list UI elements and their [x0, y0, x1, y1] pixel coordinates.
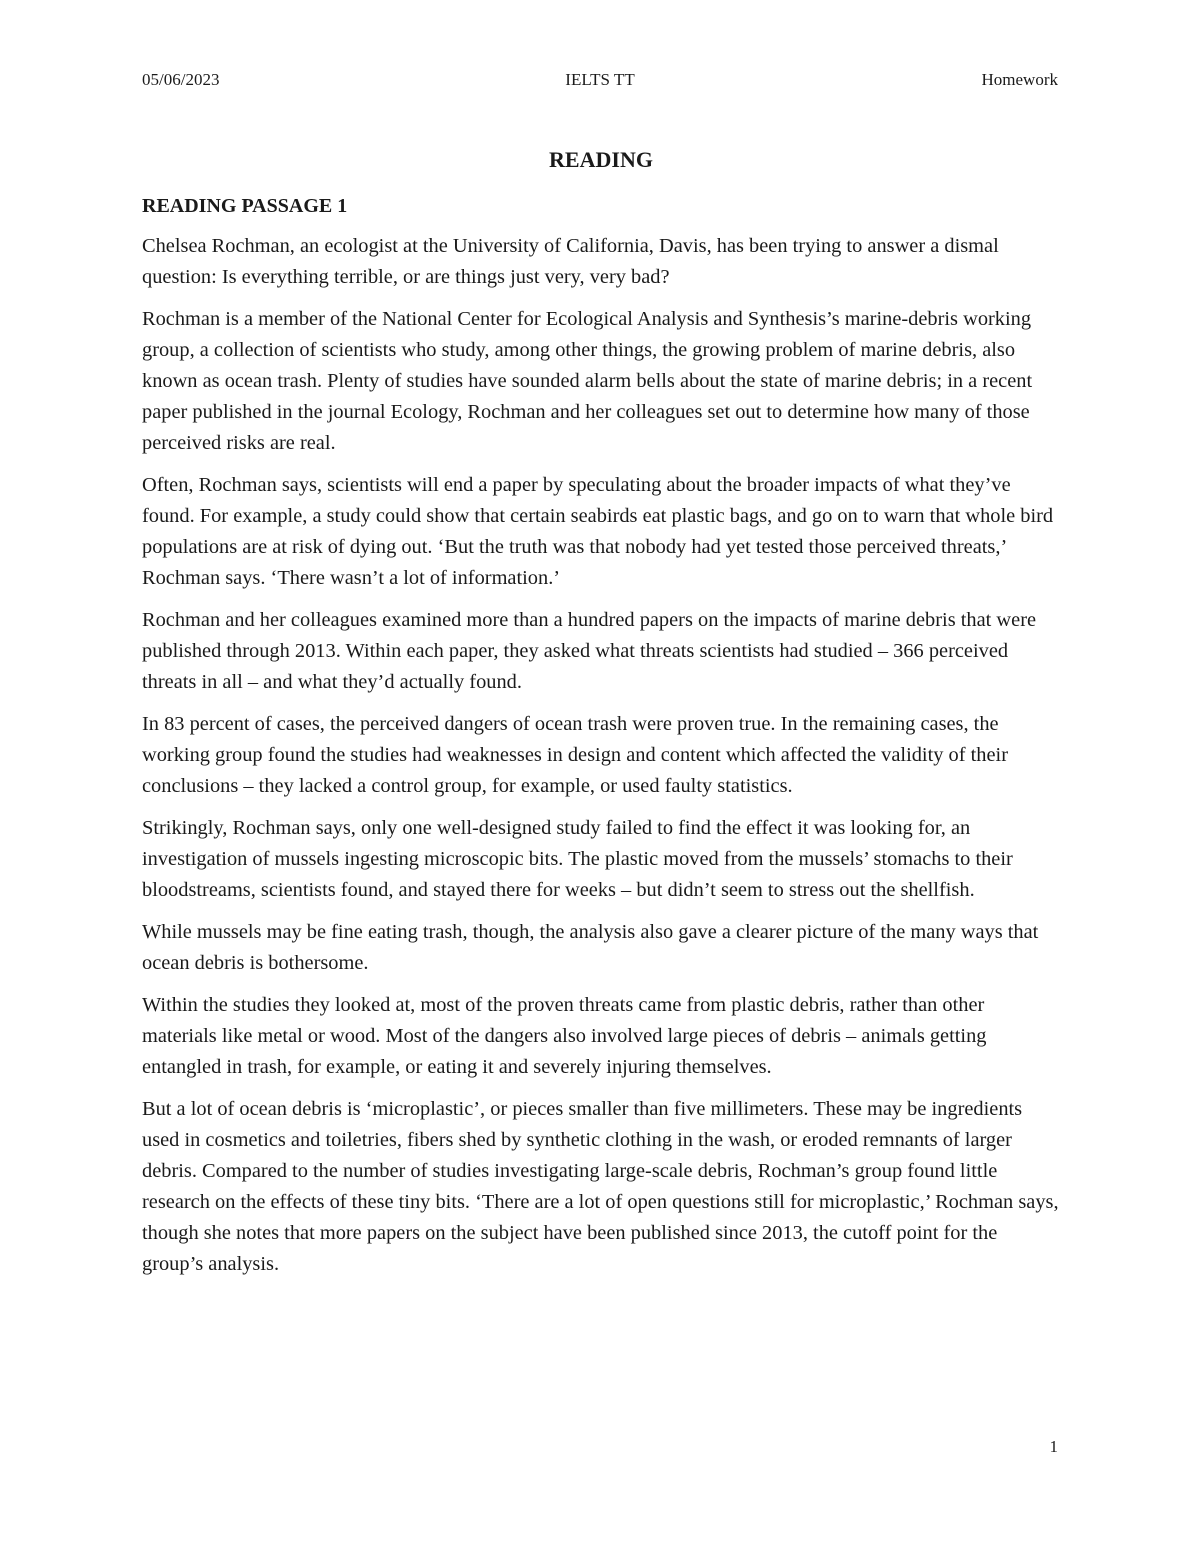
passage-heading: READING PASSAGE 1 — [142, 195, 348, 217]
header-center: IELTS TT — [565, 70, 635, 89]
paragraph-5: In 83 percent of cases, the perceived dangers of ocean trash were proven true. In the remaining cases, the working group found the studies had weaknesses in design and content which affected the validity of their conclusions – they lacked a control group, for example, or used faulty statistics. — [142, 713, 1009, 797]
paragraph-2: Rochman is a member of the National Center for Ecological Analysis and Synthesis’s marine-debris working group, a collection of scientists who study, among other things, the growing problem of marine debris, also known as ocean trash. Plenty of studies have sounded alarm bells about the state of marine debris; in a recent paper published in the journal Ecology, Rochman and her colleagues set out to determine how many of those perceived risks are real. — [142, 308, 1033, 454]
page-number: 1 — [1049, 1437, 1058, 1456]
paragraph-1: Chelsea Rochman, an ecologist at the University of California, Davis, has been trying to answer a dismal question: Is everything terrible, or are things just very, very bad? — [142, 235, 999, 288]
paragraph-3: Often, Rochman says, scientists will end a paper by speculating about the broader impacts of what they’ve found. For example, a study could show that certain seabirds eat plastic bags, and go on to warn that whole bird populations are at risk of dying out. ‘But the truth was that nobody had yet tested those perceived threats,’ Rochman says. ‘There wasn’t a lot of information.’ — [142, 474, 1054, 589]
paragraph-7: While mussels may be fine eating trash, though, the analysis also gave a clearer picture of the many ways that ocean debris is bothersome. — [142, 921, 1039, 974]
page-header — [142, 70, 1058, 94]
paragraph-4: Rochman and her colleagues examined more than a hundred papers on the impacts of marine debris that were published through 2013. Within each paper, they asked what threats scientists had studied – 366 perceived threats in all – and what they’d actually found. — [142, 609, 1037, 693]
header-right: Homework — [981, 70, 1058, 89]
paragraph-6: Strikingly, Rochman says, only one well-designed study failed to find the effect it was looking for, an investigation of mussels ingesting microscopic bits. The plastic moved from the mussels’ stomachs to their bloodstreams, scientists found, and stayed there for weeks – but didn’t seem to stress out the shellfish. — [142, 817, 1013, 901]
paragraph-8: Within the studies they looked at, most of the proven threats came from plastic debris, rather than other materials like metal or wood. Most of the dangers also involved large pieces of debris – animals getting entangled in trash, for example, or eating it and severely injuring themselves. — [142, 994, 987, 1078]
document-body — [142, 140, 1060, 1280]
page-title: READING — [549, 147, 653, 172]
header-date: 05/06/2023 — [142, 70, 220, 89]
paragraph-9: But a lot of ocean debris is ‘microplastic’, or pieces smaller than five millimeters. These may be ingredients used in cosmetics and toiletries, fibers shed by synthetic clothing in the wash, or eroded remnants of larger debris. Compared to the number of studies investigating large-scale debris, Rochman’s group found little research on the effects of these tiny bits. ‘There are a lot of open questions still for microplastic,’ Rochman says, though she notes that more papers on the subject have been published since 2013, the cutoff point for the group’s analysis. — [142, 1098, 1059, 1275]
